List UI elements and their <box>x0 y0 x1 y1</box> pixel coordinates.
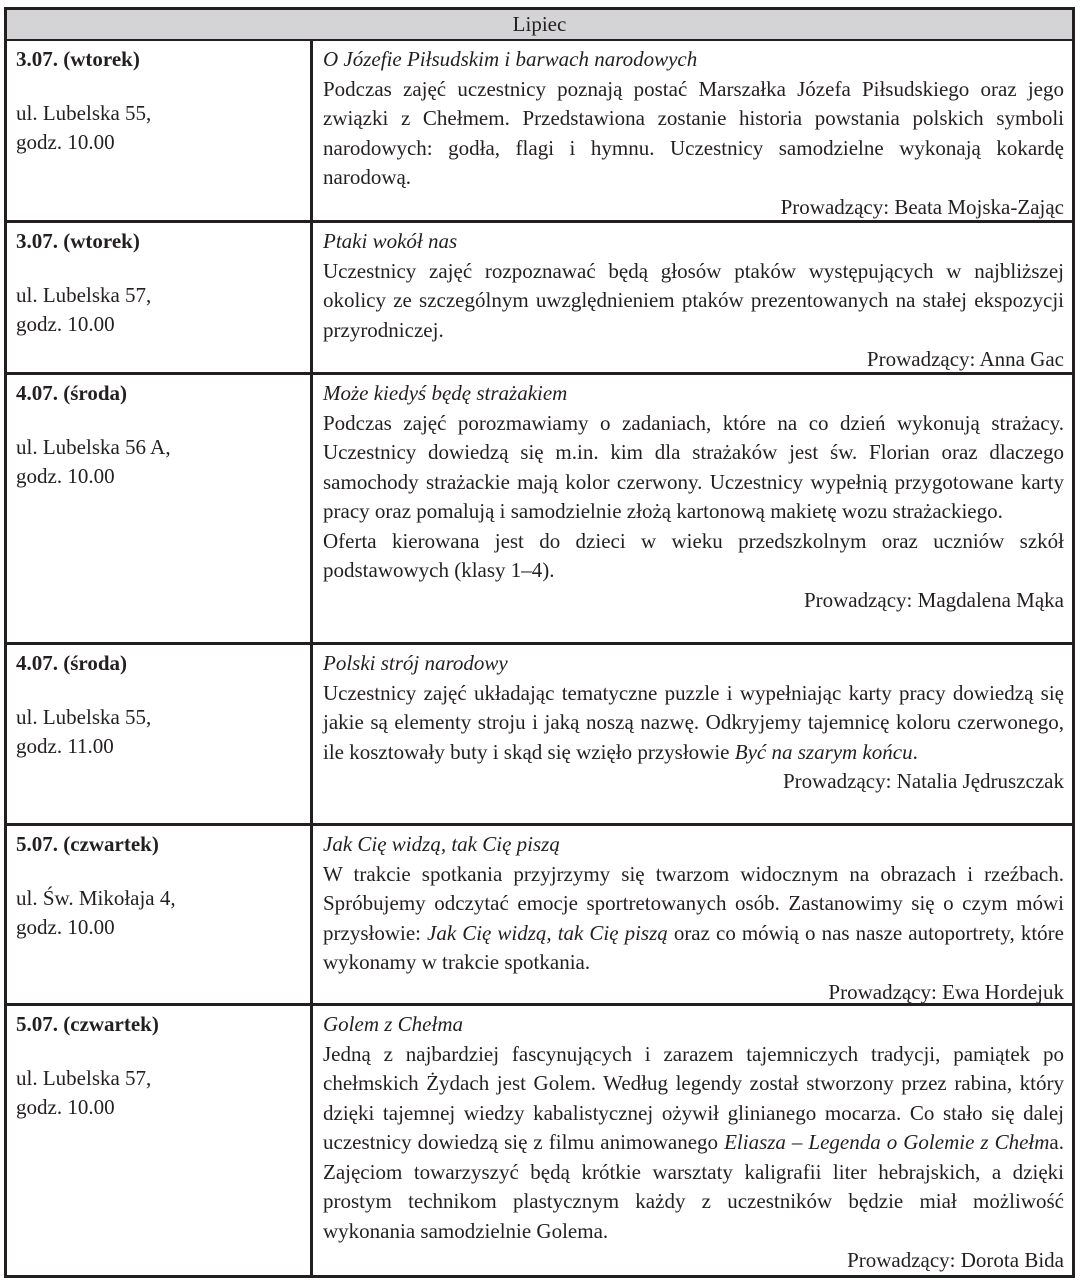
event-description <box>323 257 1064 346</box>
event-row <box>7 1006 1072 1275</box>
event-time: godz. 11.00 <box>16 734 114 758</box>
event-address: ul. Lubelska 55, <box>16 705 152 729</box>
event-date: 4.07. (środa) <box>16 381 128 405</box>
event-details <box>313 375 1072 642</box>
event-description <box>323 679 1064 768</box>
month-label: Lipiec <box>512 12 567 36</box>
event-leader: Prowadzący: Dorota Bida <box>847 1248 1064 1272</box>
event-details <box>313 826 1072 1003</box>
event-leader: Prowadzący: Magdalena Mąka <box>803 587 1064 612</box>
event-address: ul. Lubelska 56 A, <box>16 435 171 459</box>
event-time: godz. 10.00 <box>16 130 115 154</box>
event-time: godz. 10.00 <box>16 312 115 336</box>
event-title: Może kiedyś będę strażakiem <box>323 381 568 405</box>
event-leader: Prowadzący: Natalia Jędruszczak <box>782 769 1064 793</box>
description-italic: Być na szarym końcu <box>734 739 913 764</box>
event-time: godz. 10.00 <box>16 915 115 939</box>
event-info <box>7 41 313 220</box>
event-description <box>323 860 1064 978</box>
event-description <box>323 1040 1064 1247</box>
event-details <box>313 645 1072 823</box>
event-row <box>7 645 1072 826</box>
event-leader: Prowadzący: Ewa Hordejuk <box>828 979 1064 1004</box>
description-text: Uczestnicy zajęć rozpoznawać będą głosów ptaków występujących w najbliższej okolicy ze szczególnym uwzględnieniem ptaków prezentowanych na stałej ekspozycji przyrodniczej. <box>323 258 1064 342</box>
event-info <box>7 645 313 823</box>
event-description <box>323 75 1064 193</box>
description-text-after: . <box>912 739 918 764</box>
event-row <box>7 41 1072 223</box>
description-italic: Jak Cię widzą, tak Cię piszą <box>427 920 668 945</box>
description-text: Uczestnicy zajęć układając tematyczne puzzle i wypełniając karty pracy dowiedzą się jakie są elementy stroju i jaką noszą nazwę. Odkryjemy tajemnicę koloru czerwonego, ile kosztowały buty i skąd się wzięło przysłowie <box>323 680 1064 764</box>
event-address: ul. Lubelska 55, <box>16 101 152 125</box>
event-title: Polski strój narodowy <box>323 651 508 675</box>
event-address: ul. Lubelska 57, <box>16 1066 152 1090</box>
month-header <box>7 10 1072 41</box>
event-details <box>313 41 1072 220</box>
event-info <box>7 223 313 372</box>
event-date: 3.07. (wtorek) <box>16 47 140 71</box>
event-info <box>7 1006 313 1275</box>
event-title: O Józefie Piłsudskim i barwach narodowych <box>323 47 698 71</box>
description-text: Jedną z najbardziej fascynujących i zarazem tajemniczych tradycji, pamiątek po chełmskich Żydach jest Golem. Według legendy został stworzony przez rabina, który dzięki tajemnej wiedzy kabalistycznej ożywił glinianego mocarza. Co stało się dalej uczestnicy dowiedzą się z filmu animowanego <box>323 1041 1064 1154</box>
description-text: Oferta kierowana jest do dzieci w wieku przedszkolnym oraz uczniów szkół podstawowych (klasy 1–4). <box>323 528 1064 582</box>
event-info <box>7 375 313 642</box>
event-address: ul. Św. Mikołaja 4, <box>16 886 176 910</box>
event-row <box>7 223 1072 375</box>
event-row <box>7 826 1072 1006</box>
description-text: W trakcie spotkania przyjrzymy się twarzom widocznym na obrazach i rzeźbach. Spróbujemy odczytać emocje sportretowanych osób. Zastanowimy się o czym mówi przysłowie: <box>323 861 1064 945</box>
event-title: Jak Cię widzą, tak Cię piszą <box>323 832 560 856</box>
event-info <box>7 826 313 1003</box>
schedule-table <box>4 7 1075 1278</box>
event-leader: Prowadzący: Anna Gac <box>866 347 1064 371</box>
event-leader: Prowadzący: Beata Mojska-Zając <box>780 194 1064 219</box>
event-date: 5.07. (czwartek) <box>16 1012 159 1036</box>
event-time: godz. 10.00 <box>16 464 115 488</box>
event-time: godz. 10.00 <box>16 1095 115 1119</box>
event-date: 3.07. (wtorek) <box>16 229 140 253</box>
description-text: Podczas zajęć porozmawiamy o zadaniach, które na co dzień wykonują strażacy. Uczestnicy dowiedzą się m.in. kim dla strażaków jest św. Florian oraz dlaczego samochody strażackie mają kolor czerwony. Uczestnicy wypełnią przygotowane karty pracy oraz pomalują i samodzielnie złożą kartonową makietę wozu strażackiego. <box>323 410 1064 523</box>
event-date: 4.07. (środa) <box>16 651 128 675</box>
event-details <box>313 223 1072 372</box>
event-details <box>313 1006 1072 1275</box>
description-italic: Eliasza – Legenda o Golemie z Chełm <box>724 1130 1050 1154</box>
event-title: Ptaki wokół nas <box>323 229 458 253</box>
event-row <box>7 375 1072 645</box>
event-date: 5.07. (czwartek) <box>16 832 159 856</box>
event-title: Golem z Chełma <box>323 1012 463 1036</box>
event-description <box>323 409 1064 586</box>
description-text-after: oraz co mówią o nas nasze autoportrety, które wykonamy w trakcie spotkania. <box>323 920 1064 974</box>
event-address: ul. Lubelska 57, <box>16 283 152 307</box>
description-text-after: a. Zajęciom towarzyszyć będą krótkie warsztaty kaligrafii liter hebrajskich, a dzięki prostym technikom plastycznym każdy z uczestników będzie miał możliwość wykonania samodzielnie Golema. <box>323 1130 1064 1243</box>
description-text: Podczas zajęć uczestnicy poznają postać Marszałka Józefa Piłsudskiego oraz jego związki z Chełmem. Przedstawiona zostanie historia powstania polskich symboli narodowych: godła, flagi i hymnu. Uczestnicy samodzielne wykonają kokardę narodową. <box>323 76 1064 189</box>
